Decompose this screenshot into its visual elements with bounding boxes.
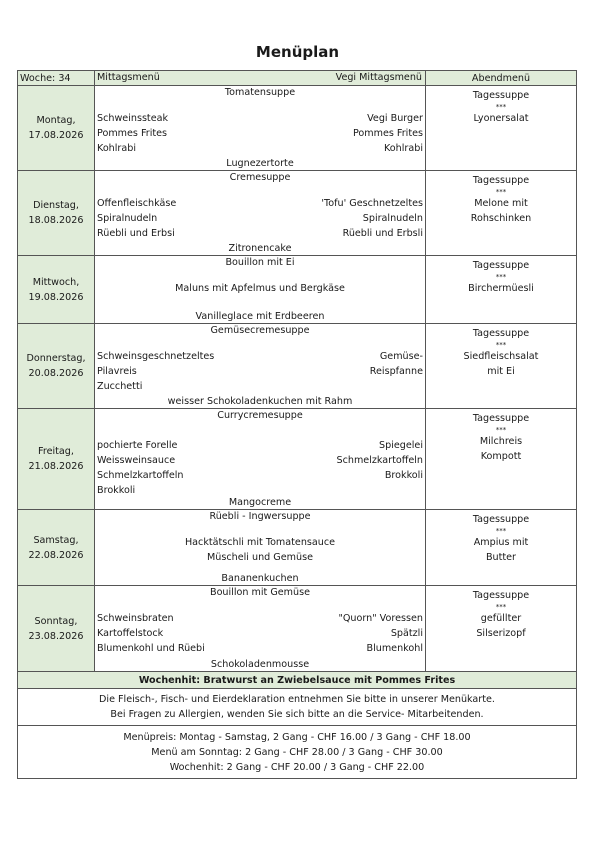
separator-stars: *** <box>495 426 507 434</box>
vegi-item: Spiralnudeln <box>362 213 423 224</box>
vegi-item: Kohlrabi <box>383 143 423 154</box>
lunch-item: Blumenkohl und Rüebi <box>97 643 205 654</box>
lunch-item: Schweinsbraten <box>97 613 174 624</box>
lunch-item: Schweinssteak <box>97 113 169 124</box>
dessert: Vanilleglace mit Erdbeeren <box>195 311 325 322</box>
separator-stars: *** <box>495 103 507 111</box>
lunch-item: Pommes Frites <box>97 128 168 139</box>
vegi-item: Schmelzkartoffeln <box>336 455 423 466</box>
evening-header-label: Abendmenü <box>426 71 577 86</box>
evening-cell <box>426 256 577 324</box>
day-date: 23.08.2026 <box>28 630 84 642</box>
lunch-item: Schmelzkartoffeln <box>97 470 184 481</box>
soup: Gemüsecremesuppe <box>210 325 310 336</box>
lunch-cell <box>95 324 426 409</box>
day-cell <box>18 510 95 586</box>
evening-item: mit Ei <box>487 366 515 377</box>
weekly-special-row <box>18 672 577 689</box>
day-name: Samstag, <box>33 534 79 546</box>
vegi-item: 'Tofu' Geschnetzeltes <box>321 198 423 209</box>
lunch-cell <box>95 86 426 171</box>
vegi-item: Rüebli und Erbsli <box>342 228 423 239</box>
dessert: Lugnezertorte <box>226 158 294 169</box>
note-line: Die Fleisch-, Fisch- und Eierdeklaration entnehmen Sie bitte in unserer Menükarte. <box>99 694 495 705</box>
dessert: weisser Schokoladenkuchen mit Rahm <box>167 396 353 407</box>
price-line: Wochenhit: 2 Gang - CHF 20.00 / 3 Gang - CHF 22.00 <box>169 761 425 773</box>
day-row <box>18 171 577 256</box>
lunch-item: Schweinsgeschnetzeltes <box>97 351 215 362</box>
week-label: Woche: 34 <box>18 71 95 86</box>
day-name: Montag, <box>36 115 76 126</box>
evening-item: Lyonersalat <box>473 113 529 124</box>
dessert: Zitronencake <box>228 243 292 254</box>
vegi-item: Pommes Frites <box>352 128 423 139</box>
header-row <box>18 71 577 86</box>
day-name: Sonntag, <box>34 615 78 627</box>
day-name: Mittwoch, <box>32 276 80 288</box>
day-row <box>18 510 577 586</box>
soup: Cremesuppe <box>229 172 291 183</box>
lunch-item: Pilavreis <box>97 366 137 377</box>
evening-item: Rohschinken <box>470 213 532 224</box>
note-line: Bei Fragen zu Allergien, wenden Sie sich bitte an die Service- Mitarbeitenden. <box>110 709 484 720</box>
dessert: Schokoladenmousse <box>210 659 310 670</box>
evening-item: Ampius mit <box>473 537 529 548</box>
day-date: 21.08.2026 <box>28 461 84 472</box>
combined-dish: Müscheli und Gemüse <box>207 552 313 563</box>
day-row <box>18 409 577 510</box>
evening-item: Siedfleischsalat <box>463 351 539 362</box>
dessert: Bananenkuchen <box>221 573 299 584</box>
price-line: Menüpreis: Montag - Samstag, 2 Gang - CHF 16.00 / 3 Gang - CHF 18.00 <box>123 731 471 743</box>
evening-soup: Tagessuppe <box>472 260 530 271</box>
day-name: Dienstag, <box>33 200 79 211</box>
menu-table <box>17 70 577 779</box>
lunch-cell <box>95 256 426 324</box>
lunch-cell <box>95 586 426 672</box>
evening-cell <box>426 510 577 586</box>
day-date: 18.08.2026 <box>28 215 84 226</box>
lunch-cell <box>95 510 426 586</box>
vegi-item: Reispfanne <box>369 366 423 377</box>
evening-item: Butter <box>485 552 517 563</box>
day-row <box>18 586 577 672</box>
day-cell <box>18 86 95 171</box>
day-cell <box>18 256 95 324</box>
evening-item: gefüllter <box>480 613 522 624</box>
day-row <box>18 256 577 324</box>
lunch-header-label: Mittagsmenü <box>97 72 160 83</box>
soup: Rüebli - Ingwersuppe <box>209 511 311 522</box>
vegi-header-label: Vegi Mittagsmenü <box>335 72 422 83</box>
lunch-item: Zucchetti <box>97 381 143 392</box>
vegi-item: Spiegelei <box>379 440 423 451</box>
evening-item: Milchreis <box>479 436 523 447</box>
allergy-note-row <box>18 689 577 726</box>
evening-cell <box>426 586 577 672</box>
vegi-item: Blumenkohl <box>366 643 423 654</box>
day-cell <box>18 409 95 510</box>
lunch-item: Offenfleischkäse <box>97 198 177 209</box>
page-title: Menüplan <box>255 43 340 61</box>
day-cell <box>18 324 95 409</box>
soup: Bouillon mit Gemüse <box>209 587 310 598</box>
evening-cell <box>426 86 577 171</box>
vegi-item: "Quorn" Voressen <box>338 613 423 624</box>
evening-item: Birchermüesli <box>468 283 534 294</box>
day-date: 22.08.2026 <box>28 549 84 561</box>
lunch-item: Kartoffelstock <box>97 628 164 639</box>
lunch-item: Rüebli und Erbsi <box>97 228 175 239</box>
vegi-item: Spätzli <box>390 628 423 639</box>
day-name: Freitag, <box>38 446 74 457</box>
soup: Bouillon mit Ei <box>225 257 295 268</box>
evening-cell <box>426 409 577 510</box>
day-date: 19.08.2026 <box>28 291 84 303</box>
separator-stars: *** <box>495 603 507 611</box>
evening-item: Kompott <box>480 451 522 462</box>
evening-soup: Tagessuppe <box>472 328 530 339</box>
evening-item: Silserizopf <box>476 628 526 639</box>
lunch-item: Brokkoli <box>97 485 136 496</box>
allergy-note <box>18 689 577 726</box>
weekly-special: Wochenhit: Bratwurst an Zwiebelsauce mit Pommes Frites <box>18 672 577 689</box>
day-date: 17.08.2026 <box>28 130 84 141</box>
day-row <box>18 324 577 409</box>
lunch-header <box>95 71 426 86</box>
separator-stars: *** <box>495 273 507 281</box>
day-cell <box>18 171 95 256</box>
dessert: Mangocreme <box>228 497 292 508</box>
day-row <box>18 86 577 171</box>
lunch-cell <box>95 409 426 510</box>
evening-soup: Tagessuppe <box>472 514 530 525</box>
vegi-item: Brokkoli <box>384 470 423 481</box>
combined-dish: Maluns mit Apfelmus und Bergkäse <box>175 283 345 294</box>
vegi-item: Gemüse- <box>379 351 423 362</box>
soup: Tomatensuppe <box>224 87 296 98</box>
evening-soup: Tagessuppe <box>472 90 530 101</box>
day-name: Donnerstag, <box>26 353 86 364</box>
evening-soup: Tagessuppe <box>472 590 530 601</box>
lunch-item: pochierte Forelle <box>97 440 178 451</box>
evening-soup: Tagessuppe <box>472 413 530 424</box>
evening-cell <box>426 324 577 409</box>
combined-dish: Hacktätschli mit Tomatensauce <box>184 537 336 548</box>
day-date: 20.08.2026 <box>28 368 84 379</box>
soup: Currycremesuppe <box>217 410 303 421</box>
lunch-item: Spiralnudeln <box>97 213 158 224</box>
lunch-item: Weissweinsauce <box>97 455 176 466</box>
lunch-item: Kohlrabi <box>97 143 137 154</box>
price-row <box>18 726 577 779</box>
evening-cell <box>426 171 577 256</box>
price-line: Menü am Sonntag: 2 Gang - CHF 28.00 / 3 Gang - CHF 30.00 <box>151 746 443 758</box>
separator-stars: *** <box>495 188 507 196</box>
lunch-cell <box>95 171 426 256</box>
evening-item: Melone mit <box>474 198 528 209</box>
separator-stars: *** <box>495 341 507 349</box>
day-cell <box>18 586 95 672</box>
separator-stars: *** <box>495 527 507 535</box>
price-info <box>18 726 577 779</box>
evening-soup: Tagessuppe <box>472 175 530 186</box>
vegi-item: Vegi Burger <box>367 113 423 124</box>
